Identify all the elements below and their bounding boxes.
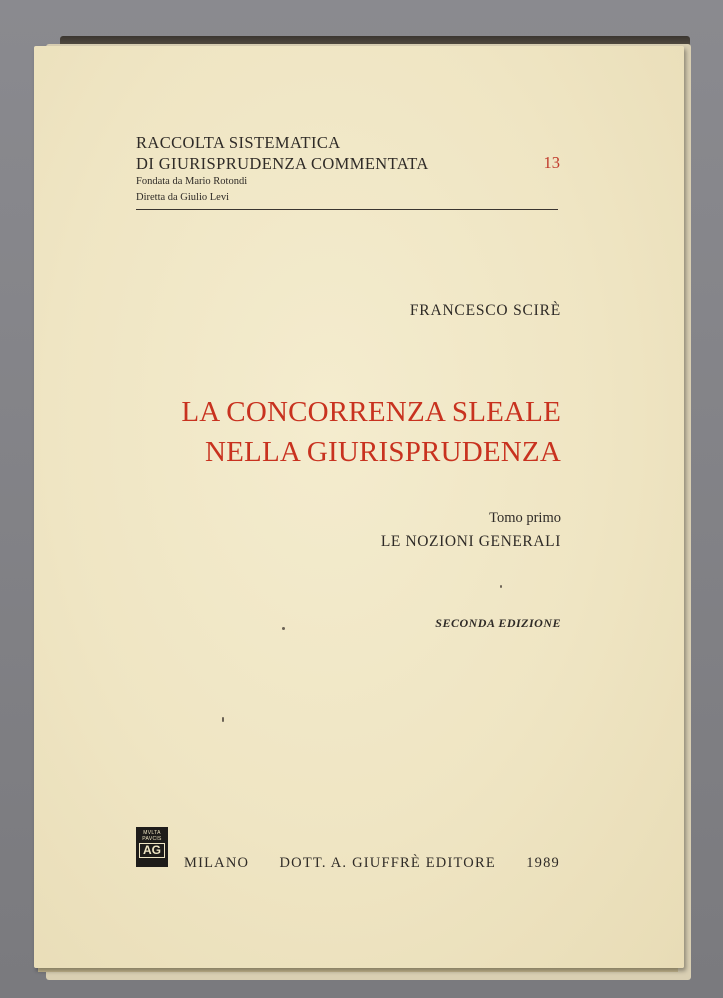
series-title-line-2: DI GIURISPRUDENZA COMMENTATA: [136, 154, 429, 173]
series-number: 13: [543, 153, 560, 172]
series-title-line-1: RACCOLTA SISTEMATICA: [136, 133, 341, 152]
publisher-logo: [136, 827, 168, 867]
paper-speck: [282, 627, 285, 630]
paper-speck: [500, 585, 502, 588]
logo-motto-line-1: MVLTA: [143, 830, 161, 836]
volume-subtitle: LE NOZIONI GENERALI: [380, 533, 561, 550]
edition-label: SECONDA EDIZIONE: [435, 616, 561, 630]
imprint-line: [184, 855, 560, 872]
volume-label: Tomo primo: [489, 510, 561, 526]
book-title: [181, 392, 561, 472]
header-divider: [136, 209, 558, 210]
logo-monogram: AG: [139, 843, 165, 858]
logo-motto-line-2: PAVCIS: [142, 836, 162, 842]
author-name: FRANCESCO SCIRÈ: [409, 302, 561, 319]
series-director: Diretta da Giulio Levi: [136, 192, 230, 203]
series-founder: Fondata da Mario Rotondi: [136, 176, 248, 187]
book-title-line-1: LA CONCORRENZA SLEALE: [181, 396, 561, 428]
imprint-publisher: DOTT. A. GIUFFRÈ EDITORE: [279, 855, 496, 871]
imprint-year: 1989: [526, 855, 560, 871]
book-title-line-2: NELLA GIURISPRUDENZA: [204, 436, 561, 468]
paper-speck: [222, 717, 224, 722]
imprint-city: MILANO: [184, 855, 250, 871]
series-header: [136, 132, 560, 206]
